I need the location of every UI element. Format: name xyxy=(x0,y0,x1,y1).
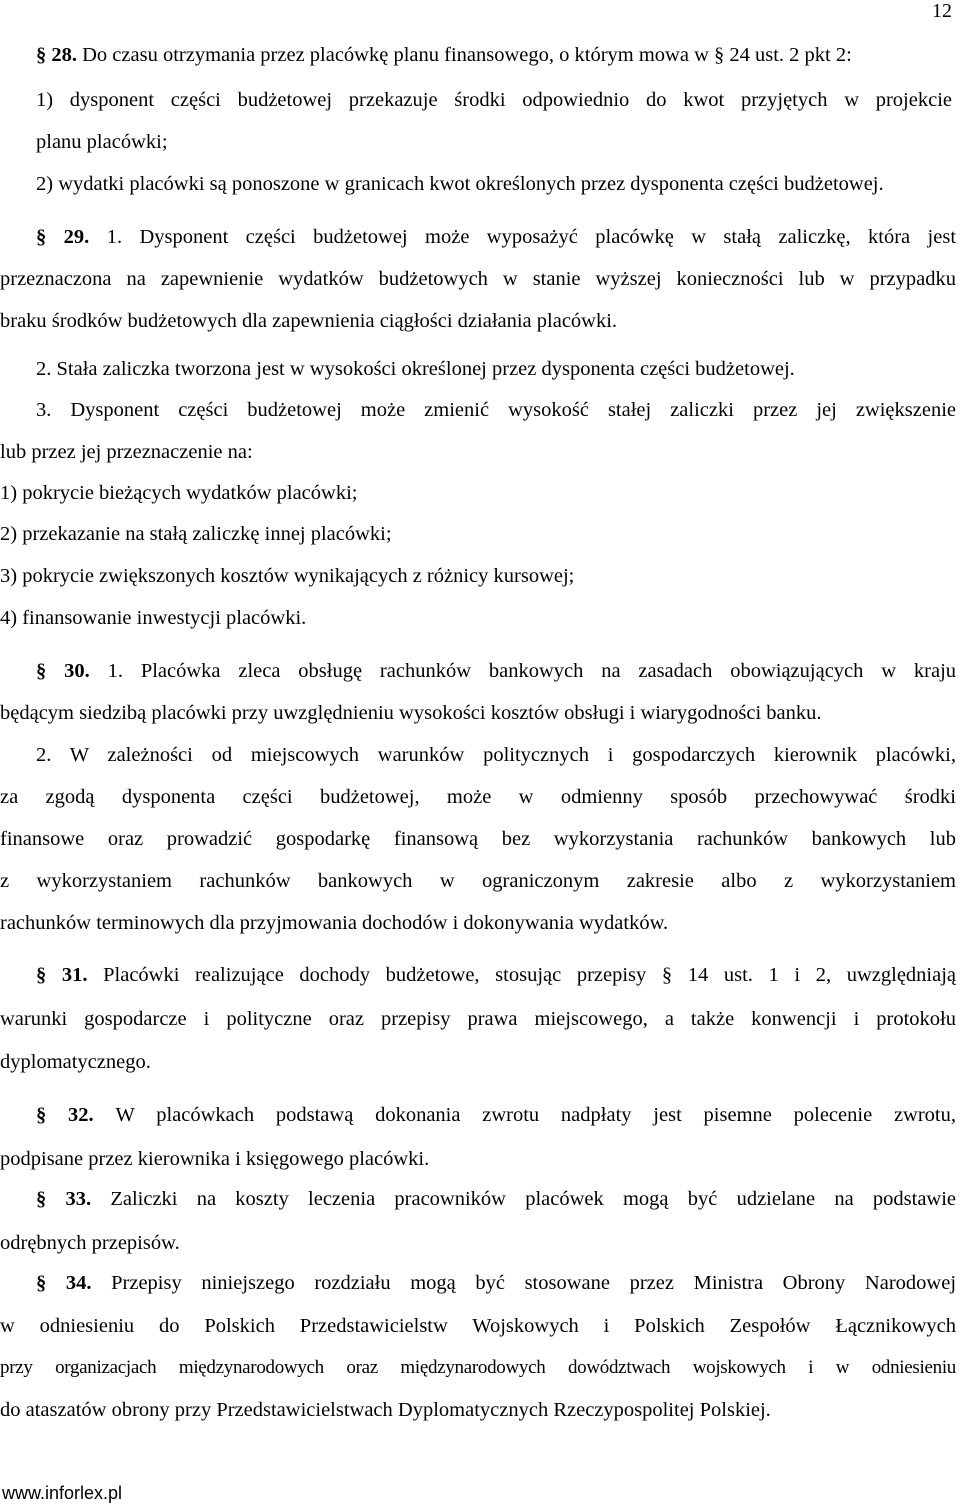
sec31-line3: dyplomatycznego. xyxy=(0,1051,151,1073)
footer-url[interactable]: www.inforlex.pl xyxy=(2,1483,123,1503)
sec30-p2-line5: rachunków terminowych dla przyjmowania dochodów i dokonywania wydatków. xyxy=(0,912,669,934)
section-text: Zaliczki na koszty leczenia pracowników placówek mogą być udzielane na podstawie xyxy=(110,1188,957,1210)
sec29-line1 xyxy=(36,224,956,250)
sec32-line2: podpisane przez kierownika i księgowego placówki. xyxy=(0,1148,430,1170)
sec28-item1-line2: planu placówki; xyxy=(36,131,168,153)
sec29-line3: braku środków budżetowych dla zapewnienia ciągłości działania placówki. xyxy=(0,310,618,332)
section-text: 1. Placówka zleca obsługę rachunków bankowych na zasadach obowiązujących w kraju xyxy=(107,660,957,682)
sec28-item1-line1: 1) dysponent części budżetowej przekazuje środki odpowiednio do kwot przyjętych w projekcie xyxy=(36,89,952,111)
sec34-line2: w odniesieniu do Polskich Przedstawicielstw Wojskowych i Polskich Zespołów Łącznikowych xyxy=(0,1315,956,1337)
sec29-p2: 2. Stała zaliczka tworzona jest w wysokości określonej przez dysponenta części budżetowej. xyxy=(36,358,795,380)
sec28-item2: 2) wydatki placówki są ponoszone w granicach kwot określonych przez dysponenta części budżetowej. xyxy=(36,173,884,195)
section-text: Placówki realizujące dochody budżetowe, stosując przepisy § 14 ust. 1 i 2, uwzględniają xyxy=(103,964,957,986)
section-number: 32. xyxy=(68,1104,94,1126)
page-number: 12 xyxy=(932,0,952,22)
sec30-p2-line3: finansowe oraz prowadzić gospodarkę finansową bez wykorzystania rachunków bankowych lub xyxy=(0,828,956,850)
sec29-item3: 3) pokrycie zwiększonych kosztów wynikających z różnicy kursowej; xyxy=(0,565,575,587)
section-sign: § xyxy=(36,44,47,66)
sec34-line4: do ataszatów obrony przy Przedstawicielstwach Dyplomatycznych Rzeczypospolitej Polskiej. xyxy=(0,1399,771,1421)
sec29-p3-line2: lub przez jej przeznaczenie na: xyxy=(0,441,253,463)
section-text: Do czasu otrzymania przez placówkę planu finansowego, o którym mowa w § 24 ust. 2 pkt 2: xyxy=(82,44,852,66)
sec31-line1 xyxy=(36,962,956,988)
sec30-p2-line2: za zgodą dysponenta części budżetowej, może w odmienny sposób przechowywać środki xyxy=(0,786,956,808)
section-number: 30. xyxy=(64,660,90,682)
section-number: 29. xyxy=(63,226,90,248)
sec31-line2: warunki gospodarcze i polityczne oraz przepisy prawa miejscowego, a także konwencji i protokołu xyxy=(0,1008,956,1030)
section-text: Przepisy niniejszego rozdziału mogą być stosowane przez Ministra Obrony Narodowej xyxy=(111,1272,957,1294)
sec34-line1 xyxy=(36,1270,956,1296)
section-sign: § xyxy=(36,1188,47,1210)
section-text: 1. Dysponent części budżetowej może wyposażyć placówkę w stałą zaliczkę, która jest xyxy=(106,226,957,248)
section-number: 31. xyxy=(61,964,88,986)
sec29-p3-line1: 3. Dysponent części budżetowej może zmienić wysokość stałej zaliczki przez jej zwiększenie xyxy=(36,399,956,421)
section-number: 28. xyxy=(51,44,77,66)
sec33-line1 xyxy=(36,1186,956,1212)
sec30-p2-line1: 2. W zależności od miejscowych warunków politycznych i gospodarczych kierownik placówki, xyxy=(36,744,956,766)
sec33-line2: odrębnych przepisów. xyxy=(0,1232,180,1254)
sec30-line1 xyxy=(36,658,956,684)
sec29-item2: 2) przekazanie na stałą zaliczkę innej placówki; xyxy=(0,523,392,545)
sec29-item1: 1) pokrycie bieżących wydatków placówki; xyxy=(0,482,358,504)
section-sign: § xyxy=(36,1104,47,1126)
section-text: W placówkach podstawą dokonania zwrotu nadpłaty jest pisemne polecenie zwrotu, xyxy=(115,1104,956,1126)
sec30-line2: będącym siedzibą placówki przy uwzględnieniu wysokości kosztów obsługi i wiarygodności banku. xyxy=(0,702,822,724)
section-number: 34. xyxy=(65,1272,92,1294)
sec29-item4: 4) finansowanie inwestycji placówki. xyxy=(0,607,307,629)
section-sign: § xyxy=(36,1272,47,1294)
sec28-heading xyxy=(36,42,960,68)
section-sign: § xyxy=(36,660,47,682)
sec29-line2: przeznaczona na zapewnienie wydatków budżetowych w stanie wyższej konieczności lub w przypadku xyxy=(0,268,956,290)
sec30-p2-line4: z wykorzystaniem rachunków bankowych w ograniczonym zakresie albo z wykorzystaniem xyxy=(0,870,956,892)
sec34-line3: przy organizacjach międzynarodowych oraz międzynarodowych dowództwach wojskowych i w odniesieniu xyxy=(0,1357,956,1378)
section-sign: § xyxy=(36,964,47,986)
section-number: 33. xyxy=(65,1188,92,1210)
sec32-line1 xyxy=(36,1102,956,1128)
section-sign: § xyxy=(36,226,47,248)
